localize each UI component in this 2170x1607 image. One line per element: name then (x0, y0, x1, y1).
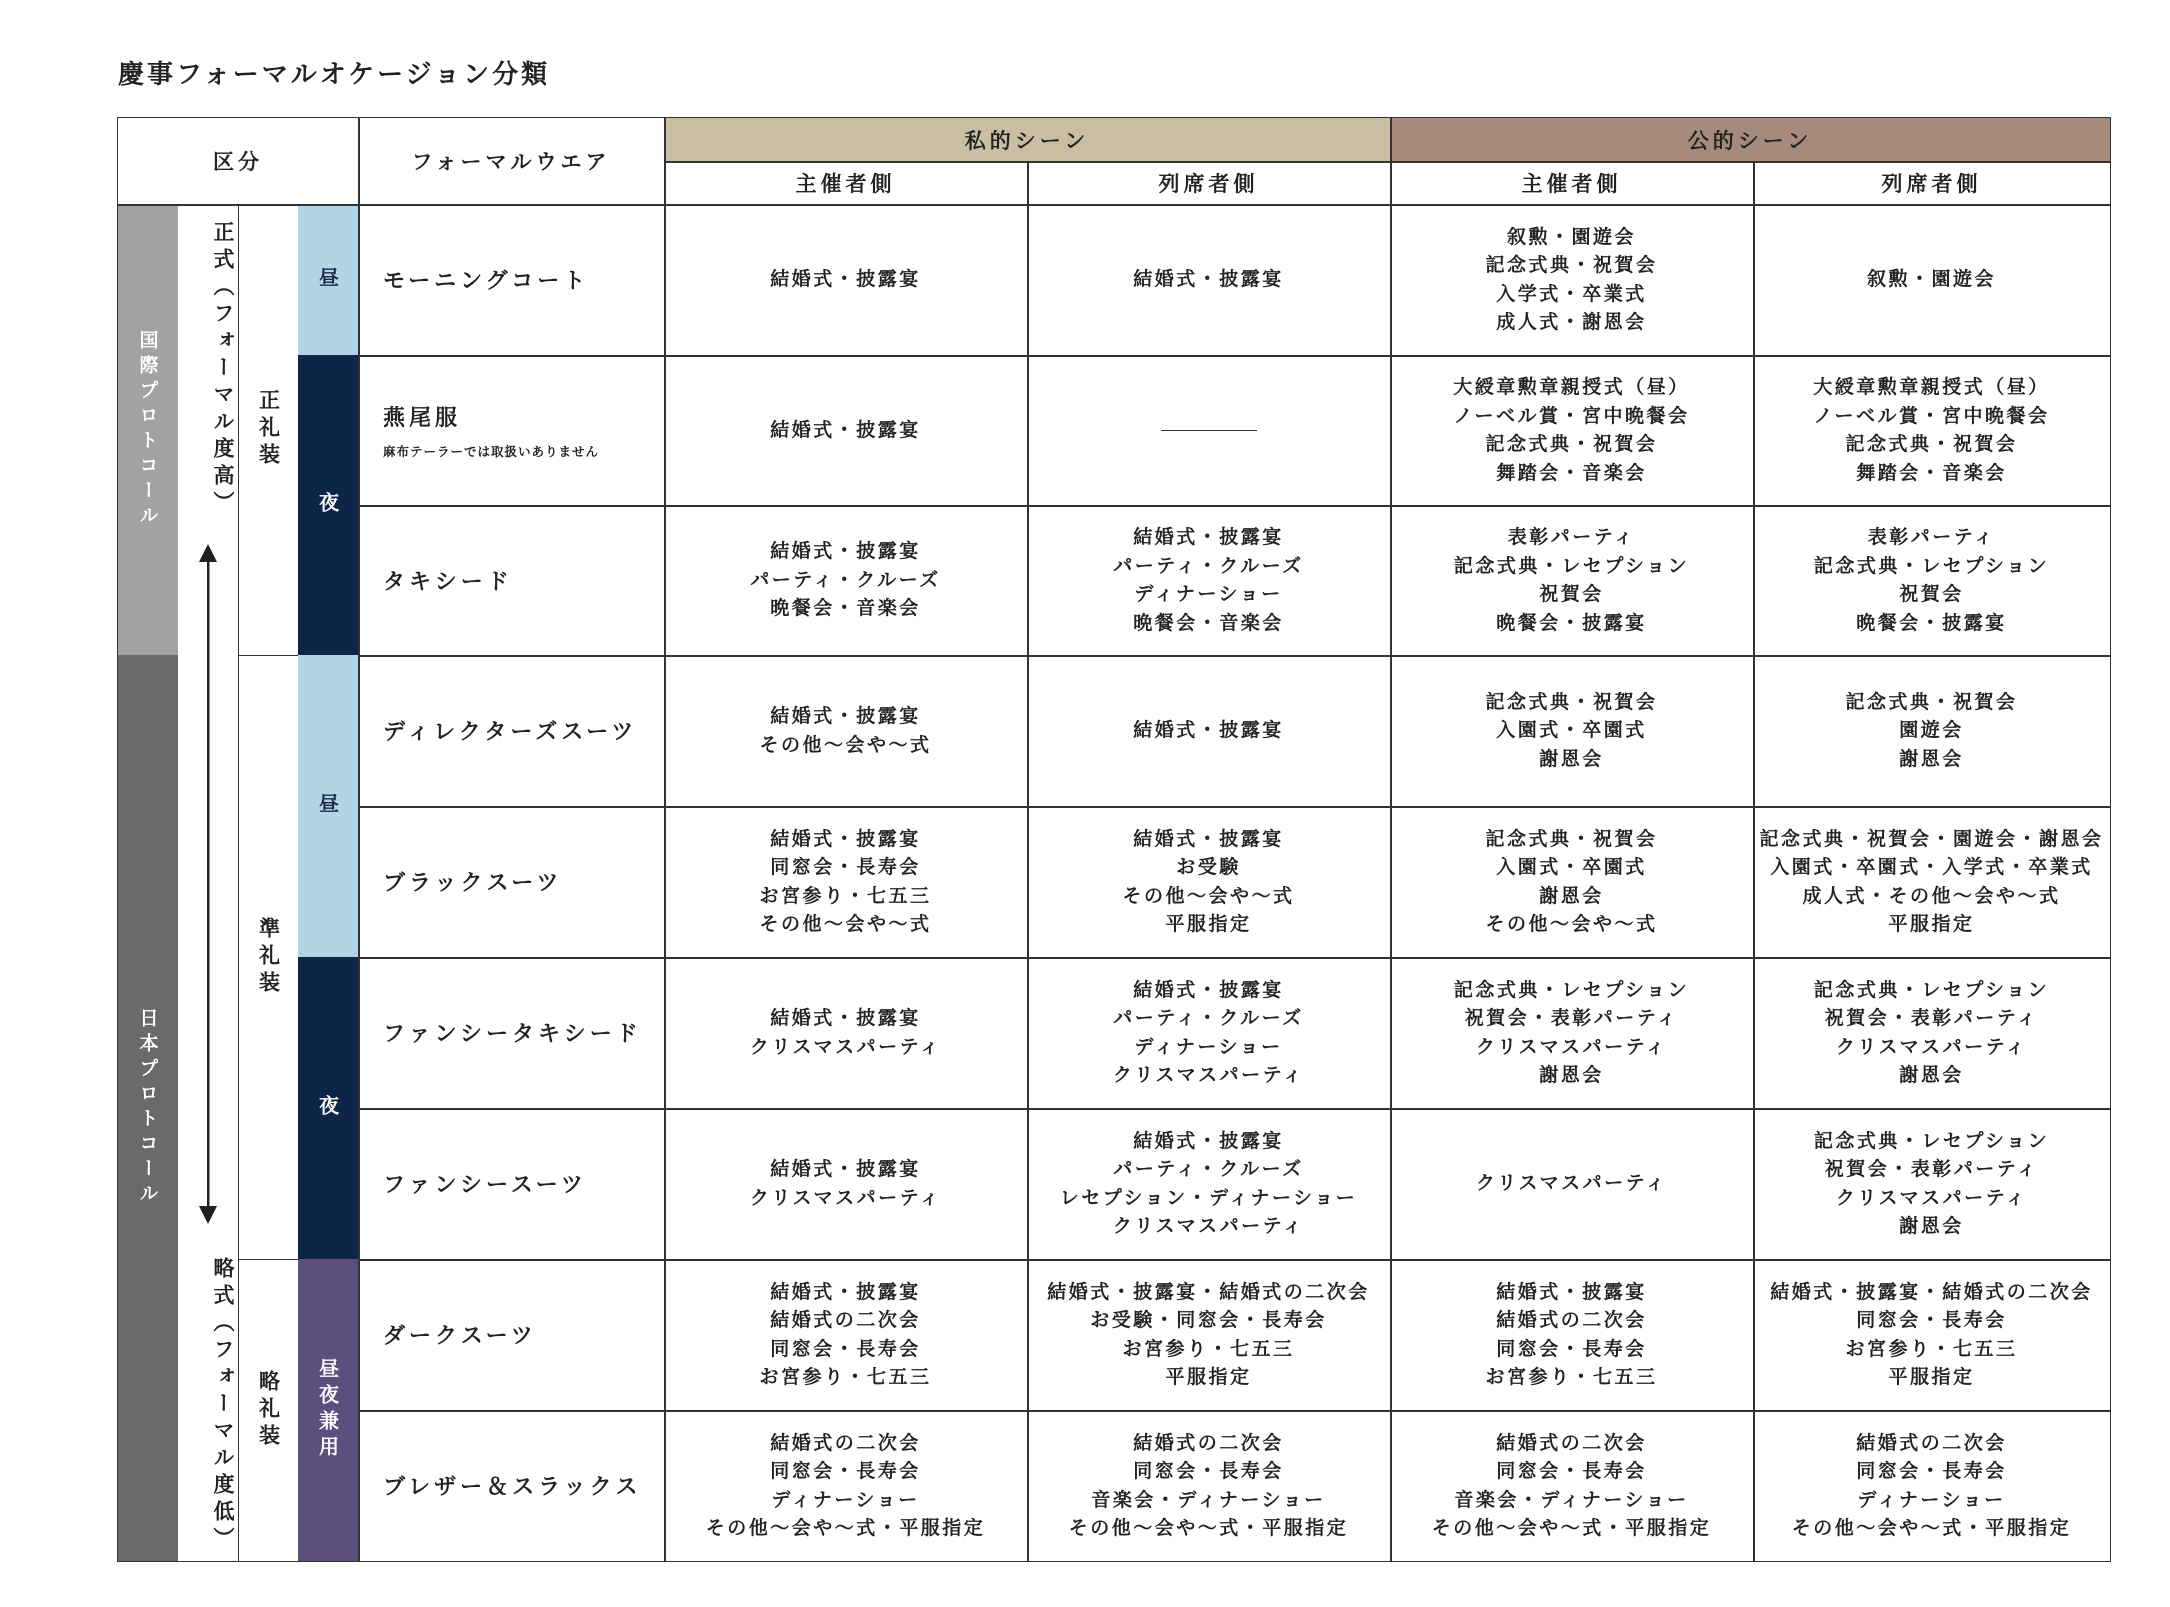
rank-ryakureisou: 略礼装 (238, 1259, 298, 1561)
formalwear-name-cell (358, 1259, 664, 1410)
occasion-cell-public-host (1390, 355, 1753, 505)
formalwear-name: 燕尾服 (383, 405, 462, 431)
formalwear-name: タキシード (383, 569, 513, 595)
occasion-cell-public-host (1390, 806, 1753, 957)
classification-table (117, 117, 2111, 1562)
occasion-cell-public-guest (1753, 505, 2110, 655)
occasion-cell-public-guest (1753, 1259, 2110, 1410)
formalwear-name-cell (358, 204, 664, 355)
occasion-text: 記念式典・祝賀会 園遊会 謝恩会 (1845, 690, 2018, 770)
occasion-cell-private-host (664, 1108, 1027, 1259)
protocol-international: 国際プロトコール (118, 204, 178, 655)
occasion-cell-private-host (664, 957, 1027, 1108)
occasion-cell-public-host (1390, 1259, 1753, 1410)
occasion-cell-public-host (1390, 1108, 1753, 1259)
header-public-host: 主催者側 (1521, 171, 1622, 196)
occasion-cell-private-guest (1027, 355, 1390, 505)
formalwear-name-cell (358, 806, 664, 957)
occasion-text: 表彰パーティ 記念式典・レセプション 祝賀会 晩餐会・披露宴 (1453, 526, 1690, 634)
occasion-text: 記念式典・祝賀会 入園式・卒園式 謝恩会 (1485, 690, 1658, 770)
formalwear-name-cell (358, 655, 664, 806)
header-formalwear: フォーマルウエア (411, 150, 611, 174)
occasion-text: 結婚式・披露宴 クリスマスパーティ (749, 1007, 942, 1058)
time-night-2: 夜 (298, 957, 358, 1259)
occasion-cell-public-guest (1753, 204, 2110, 355)
occasion-text: 叙勲・園遊会 記念式典・祝賀会 入学式・卒業式 成人式・謝恩会 (1485, 225, 1658, 333)
occasion-text: 記念式典・レセプション 祝賀会・表彰パーティ クリスマスパーティ 謝恩会 (1813, 1129, 2050, 1237)
occasion-cell-private-guest (1027, 655, 1390, 806)
protocol-japan: 日本プロトコール (118, 655, 178, 1561)
occasion-cell-private-host (664, 1410, 1027, 1561)
formalwear-note: 麻布テーラーでは取扱いありません (383, 443, 600, 459)
page-title: 慶事フォーマルオケージョン分類 (118, 60, 551, 90)
formalwear-name-cell (358, 957, 664, 1108)
occasion-text: 結婚式・披露宴 同窓会・長寿会 お宮参り・七五三 その他〜会や〜式 (759, 827, 932, 935)
occasion-text: 結婚式・披露宴・結婚式の二次会 お受験・同窓会・長寿会 お宮参り・七五三 平服指定 (1047, 1280, 1370, 1388)
formality-arrow (198, 544, 218, 1224)
occasion-text: 結婚式・披露宴 (770, 268, 921, 291)
formalwear-name-cell (358, 355, 664, 505)
occasion-cell-private-guest (1027, 1410, 1390, 1561)
occasion-cell-private-guest (1027, 204, 1390, 355)
occasion-text: 結婚式・披露宴 パーティ・クルーズ レセプション・ディナーショー クリスマスパーティ (1059, 1129, 1358, 1237)
occasion-text: 叙勲・園遊会 (1866, 268, 1996, 291)
occasion-text: 結婚式・披露宴 (1133, 268, 1284, 291)
rank-seireisou: 正礼装 (238, 204, 298, 655)
occasion-text: 結婚式・披露宴 その他〜会や〜式 (759, 705, 932, 756)
occasion-cell-public-guest (1753, 1410, 2110, 1561)
occasion-text: 結婚式・披露宴・結婚式の二次会 同窓会・長寿会 お宮参り・七五三 平服指定 (1770, 1280, 2093, 1388)
formalwear-name: ブラックスーツ (383, 871, 563, 896)
scale-low-label: 略式（フォーマル度低） (211, 1256, 235, 1554)
formalwear-name: ファンシータキシード (383, 1022, 642, 1047)
occasion-cell-private-host (664, 505, 1027, 655)
occasion-text: 結婚式の二次会 同窓会・長寿会 音楽会・ディナーショー その他〜会や〜式・平服指定 (1431, 1431, 1712, 1539)
formalwear-name: モーニングコート (383, 269, 590, 294)
occasion-cell-public-host (1390, 1410, 1753, 1561)
occasion-text: 結婚式の二次会 同窓会・長寿会 音楽会・ディナーショー その他〜会や〜式・平服指定 (1068, 1431, 1349, 1539)
occasion-cell-public-guest (1753, 806, 2110, 957)
occasion-cell-private-host (664, 806, 1027, 957)
time-both: 昼夜兼用 (298, 1259, 358, 1561)
occasion-cell-private-host (664, 355, 1027, 505)
occasion-text: 結婚式・披露宴 クリスマスパーティ (749, 1158, 942, 1209)
header-private-guest: 列席者側 (1158, 171, 1259, 196)
double-arrow-icon (198, 544, 218, 1224)
occasion-text: 記念式典・レセプション 祝賀会・表彰パーティ クリスマスパーティ 謝恩会 (1813, 978, 2050, 1086)
occasion-cell-public-host (1390, 204, 1753, 355)
scale-high-label: 正式（フォーマル度高） (211, 220, 235, 518)
not-applicable-dash (1161, 430, 1257, 431)
occasion-cell-public-host (1390, 957, 1753, 1108)
occasion-text: 結婚式・披露宴 結婚式の二次会 同窓会・長寿会 お宮参り・七五三 (759, 1280, 932, 1388)
occasion-text: 結婚式・披露宴 パーティ・クルーズ 晩餐会・音楽会 (750, 540, 941, 620)
header-public-guest: 列席者側 (1881, 171, 1982, 196)
formalwear-name: ファンシースーツ (383, 1173, 587, 1198)
formalwear-name: ディレクターズスーツ (383, 720, 638, 745)
occasion-cell-private-guest (1027, 957, 1390, 1108)
occasion-cell-public-guest (1753, 355, 2110, 505)
occasion-text: 記念式典・祝賀会 入園式・卒園式 謝恩会 その他〜会や〜式 (1485, 827, 1658, 935)
header-public-scene: 公的シーン (1390, 118, 2110, 161)
formalwear-name: ブレザー＆スラックス (383, 1475, 642, 1500)
occasion-text: 結婚式・披露宴 (1133, 719, 1284, 742)
formalwear-name-cell (358, 505, 664, 655)
occasion-cell-private-host (664, 1259, 1027, 1410)
formalwear-name-cell (358, 1410, 664, 1561)
occasion-cell-public-guest (1753, 655, 2110, 806)
occasion-cell-private-host (664, 655, 1027, 806)
time-day-2: 昼 (298, 655, 358, 957)
occasion-cell-private-host (664, 204, 1027, 355)
time-day-1: 昼 (298, 204, 358, 355)
occasion-text: 大綬章勲章親授式（昼） ノーベル賞・宮中晩餐会 記念式典・祝賀会 舞踏会・音楽会 (1813, 376, 2050, 484)
occasion-text: 結婚式・披露宴 パーティ・クルーズ ディナーショー 晩餐会・音楽会 (1113, 526, 1304, 634)
occasion-cell-public-guest (1753, 957, 2110, 1108)
occasion-text: 大綬章勲章親授式（昼） ノーベル賞・宮中晩餐会 記念式典・祝賀会 舞踏会・音楽会 (1453, 376, 1690, 484)
formalwear-name-cell (358, 1108, 664, 1259)
occasion-text: 表彰パーティ 記念式典・レセプション 祝賀会 晩餐会・披露宴 (1813, 526, 2050, 634)
occasion-cell-private-guest (1027, 505, 1390, 655)
header-kubun: 区分 (213, 150, 263, 174)
header-private-scene: 私的シーン (664, 118, 1390, 161)
occasion-cell-public-host (1390, 655, 1753, 806)
occasion-text: 記念式典・祝賀会・園遊会・謝恩会 入園式・卒園式・入学式・卒業式 成人式・その他〜会や〜式 平服指定 (1759, 827, 2104, 935)
occasion-text: 結婚式・披露宴 パーティ・クルーズ ディナーショー クリスマスパーティ (1112, 978, 1305, 1086)
formalwear-name: ダークスーツ (383, 1324, 537, 1349)
occasion-text: 記念式典・レセプション 祝賀会・表彰パーティ クリスマスパーティ 謝恩会 (1453, 978, 1690, 1086)
occasion-text: クリスマスパーティ (1475, 1172, 1668, 1195)
occasion-text: 結婚式の二次会 同窓会・長寿会 ディナーショー その他〜会や〜式・平服指定 (1791, 1431, 2072, 1539)
time-night-1: 夜 (298, 355, 358, 655)
occasion-cell-public-guest (1753, 1108, 2110, 1259)
occasion-text: 結婚式・披露宴 お受験 その他〜会や〜式 平服指定 (1122, 827, 1295, 935)
header-private-host: 主催者側 (795, 171, 896, 196)
occasion-cell-private-guest (1027, 806, 1390, 957)
occasion-cell-private-guest (1027, 1259, 1390, 1410)
occasion-text: 結婚式・披露宴 結婚式の二次会 同窓会・長寿会 お宮参り・七五三 (1485, 1280, 1658, 1388)
occasion-cell-private-guest (1027, 1108, 1390, 1259)
occasion-text: 結婚式の二次会 同窓会・長寿会 ディナーショー その他〜会や〜式・平服指定 (705, 1431, 986, 1539)
rank-junreisou: 準礼装 (238, 655, 298, 1259)
occasion-text: 結婚式・披露宴 (770, 418, 921, 441)
occasion-cell-public-host (1390, 505, 1753, 655)
